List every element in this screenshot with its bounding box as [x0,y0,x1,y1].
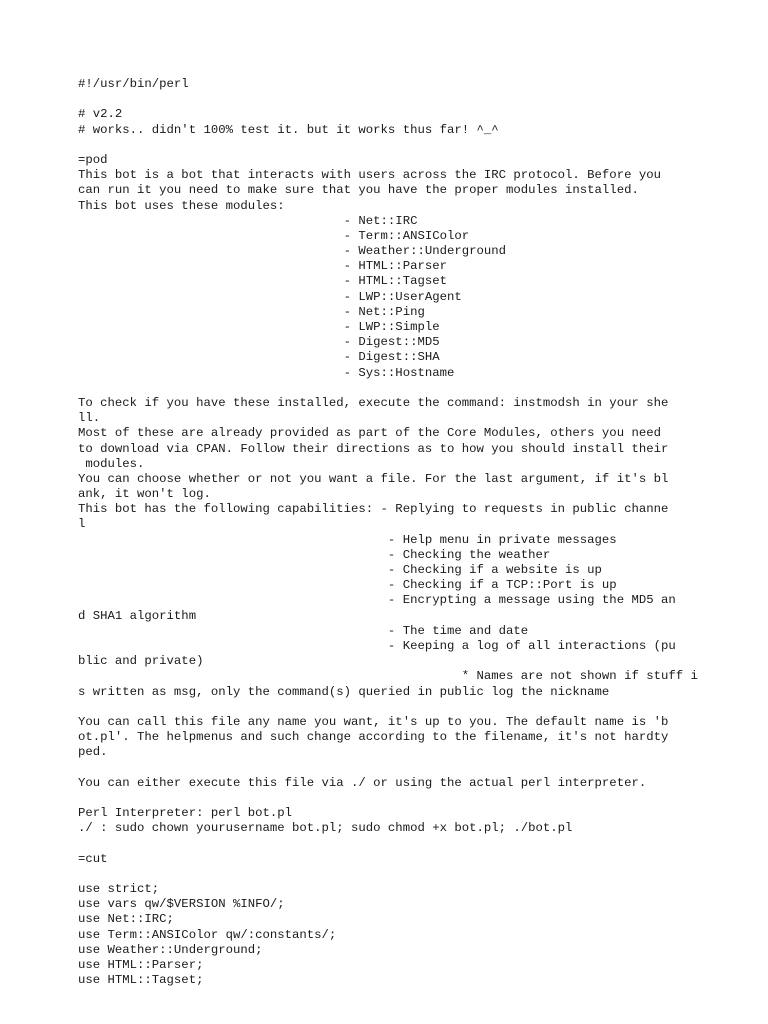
code-line: This bot uses these modules: [78,198,285,213]
code-line: use Term::ANSIColor qw/:constants/; [78,927,337,942]
code-line: To check if you have these installed, execute the command: instmodsh in your she [78,395,669,410]
code-line: - Net::Ping [78,304,425,319]
code-line: ped. [78,745,108,760]
code-line: - Sys::Hostname [78,365,455,380]
code-listing [78,77,698,988]
code-line: * Names are not shown if stuff i [78,669,698,684]
code-line: - Checking if a website is up [78,563,602,577]
code-line: Most of these are already provided as part of the Core Modules, others you need [78,426,661,441]
code-line: use Net::IRC; [78,912,174,927]
code-line: # works.. didn't 100% test it. but it works thus far! ^_^ [78,122,499,137]
blank-line [78,791,698,806]
code-line: - Digest::SHA [78,350,440,365]
code-line: use HTML::Tagset; [78,973,204,988]
blank-line [78,138,698,153]
code-line: =pod [78,152,108,167]
code-line: to download via CPAN. Follow their directions as to how you should install their [78,441,669,456]
code-line: ot.pl'. The helpmenus and such change according to the filename, it's not hardty [78,730,669,745]
code-line: ll. [78,411,101,426]
code-line: use Weather::Underground; [78,942,263,957]
blank-line [78,760,698,775]
code-line: You can call this file any name you want, it's up to you. The default name is 'b [78,714,669,729]
code-line: use HTML::Parser; [78,957,204,972]
code-line: You can choose whether or not you want a file. For the last argument, if it's bl [78,471,669,486]
code-line: This bot is a bot that interacts with users across the IRC protocol. Before you [78,168,661,183]
code-line: d SHA1 algorithm [78,608,197,623]
code-line: - LWP::Simple [78,320,440,334]
code-line: - Digest::MD5 [78,335,440,350]
code-line: - Weather::Underground [78,244,507,259]
blank-line [78,700,698,715]
code-line: - Help menu in private messages [78,532,617,547]
blank-line [78,867,698,882]
code-line: use strict; [78,881,160,896]
code-line: modules. [78,456,145,471]
blank-line [78,381,698,396]
code-line: # v2.2 [78,107,123,122]
code-line: can run it you need to make sure that you have the proper modules installed. [78,183,639,198]
code-line: - HTML::Parser [78,259,447,274]
code-line: Perl Interpreter: perl bot.pl [78,806,293,820]
code-line: ank, it won't log. [78,487,211,502]
code-line: - Checking if a TCP::Port is up [78,578,617,593]
code-line: - Net::IRC [78,213,418,228]
blank-line [78,92,698,107]
code-line: - HTML::Tagset [78,274,447,289]
code-line: #!/usr/bin/perl [78,77,189,91]
code-line: - Checking the weather [78,547,551,562]
code-line: - The time and date [78,623,529,638]
code-line: This bot has the following capabilities: - Replying to requests in public channe [78,502,669,517]
code-line: =cut [78,851,108,866]
code-line: use vars qw/$VERSION %INFO/; [78,897,285,912]
code-line: s written as msg, only the command(s) queried in public log the nickname [78,684,610,699]
code-line: - Term::ANSIColor [78,228,470,243]
code-line: blic and private) [78,654,204,669]
code-line: - Keeping a log of all interactions (pu [78,638,676,653]
blank-line [78,836,698,851]
code-line: - LWP::UserAgent [78,289,462,304]
code-line: ./ : sudo chown yourusername bot.pl; sudo chmod +x bot.pl; ./bot.pl [78,821,573,836]
code-line: - Encrypting a message using the MD5 an [78,593,676,608]
code-line: l [78,517,86,532]
code-line: You can either execute this file via ./ or using the actual perl interpreter. [78,775,647,790]
